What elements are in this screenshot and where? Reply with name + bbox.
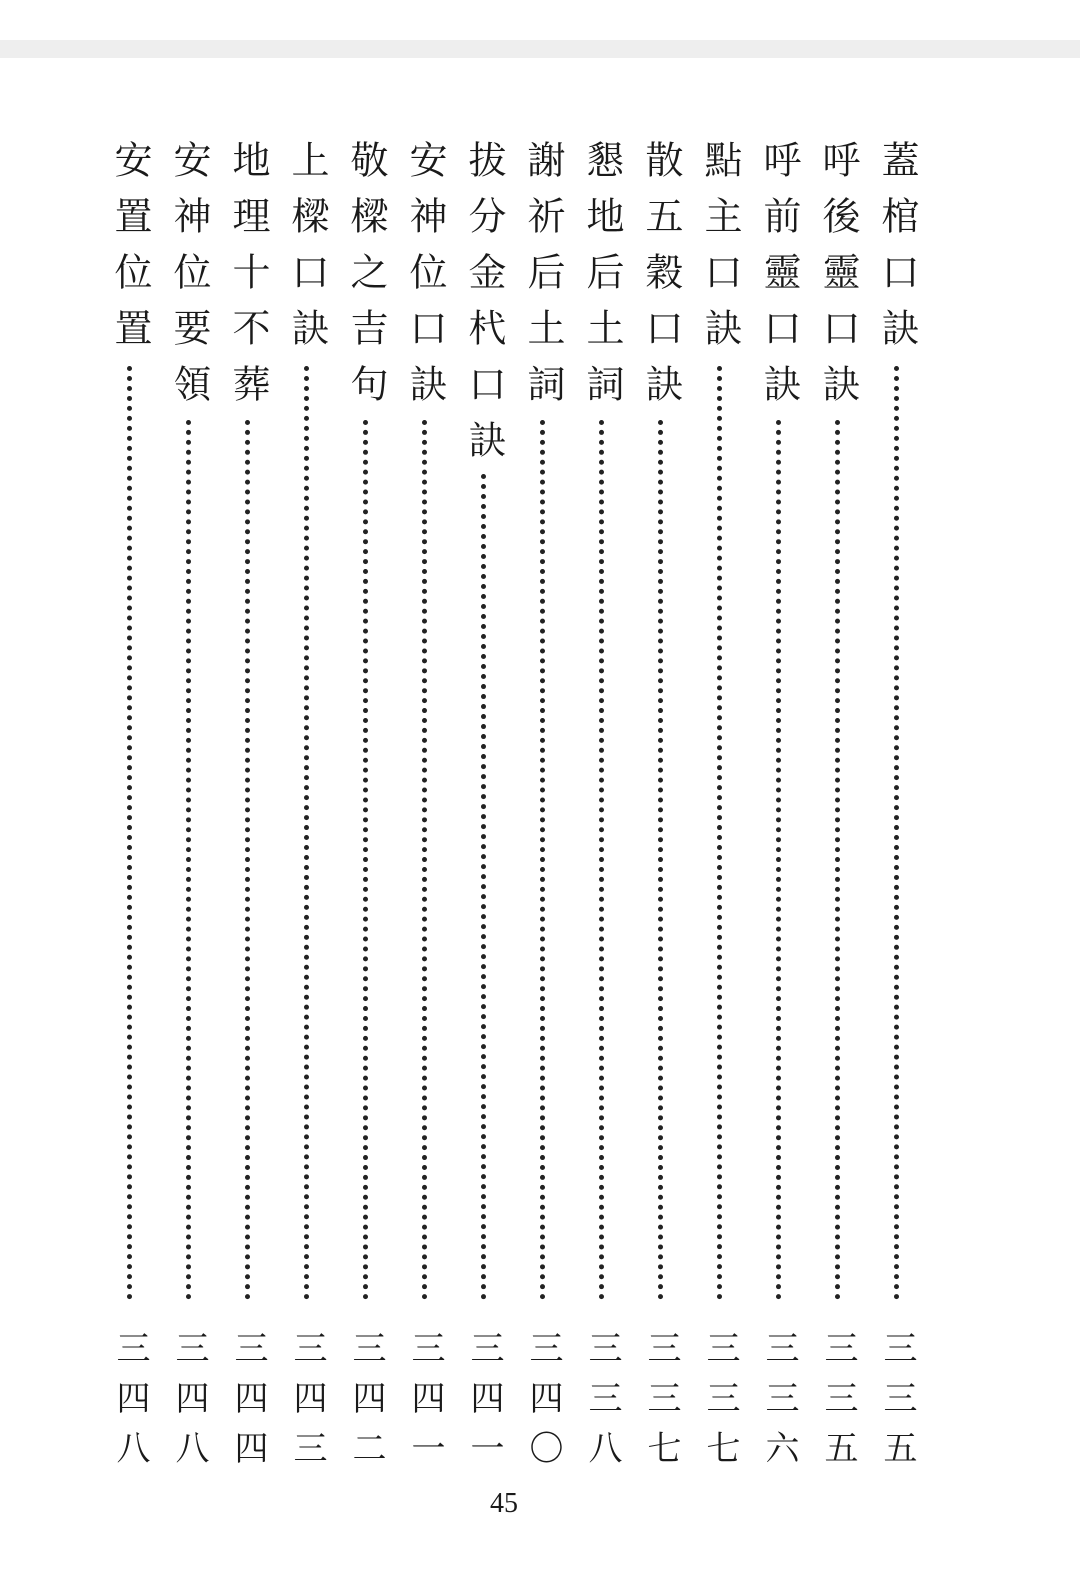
entry-page: 三四二 <box>346 1330 386 1480</box>
dot-leader <box>599 420 604 1300</box>
dot-leader <box>186 420 191 1300</box>
toc-entry <box>575 140 629 1500</box>
entry-title: 敬樑之吉句 <box>344 140 388 420</box>
entry-page: 三三七 <box>641 1330 681 1480</box>
dot-leader <box>894 366 899 1300</box>
table-of-contents <box>100 140 930 1500</box>
toc-entry <box>516 140 570 1500</box>
toc-entry <box>398 140 452 1500</box>
entry-page: 三三五 <box>818 1330 858 1480</box>
entry-page: 三四三 <box>287 1330 327 1480</box>
entry-page: 三四八 <box>169 1330 209 1480</box>
page-number: 45 <box>490 1488 518 1519</box>
toc-entry <box>870 140 924 1500</box>
toc-entry <box>457 140 511 1500</box>
entry-title: 安神位要領 <box>167 140 211 420</box>
toc-entry <box>752 140 806 1500</box>
entry-page: 三三八 <box>582 1330 622 1480</box>
entry-title: 散五穀口訣 <box>639 140 683 420</box>
entry-title: 蓋棺口訣 <box>875 140 919 364</box>
toc-entry <box>162 140 216 1500</box>
dot-leader <box>481 474 486 1300</box>
toc-entry <box>339 140 393 1500</box>
entry-page: 三四四 <box>228 1330 268 1480</box>
toc-entry <box>634 140 688 1500</box>
entry-page: 三三五 <box>877 1330 917 1480</box>
dot-leader <box>658 420 663 1300</box>
dot-leader <box>245 420 250 1300</box>
dot-leader <box>363 420 368 1300</box>
entry-title: 地理十不葬 <box>226 140 270 420</box>
entry-title: 上樑口訣 <box>285 140 329 364</box>
top-band <box>0 40 1080 58</box>
entry-title: 謝祈后土詞 <box>521 140 565 420</box>
dot-leader <box>304 366 309 1300</box>
toc-entry <box>693 140 747 1500</box>
toc-entry <box>280 140 334 1500</box>
entry-title: 懇地后土詞 <box>580 140 624 420</box>
entry-title: 安置位置 <box>108 140 152 364</box>
entry-title: 呼後靈口訣 <box>816 140 860 420</box>
dot-leader <box>422 420 427 1300</box>
dot-leader <box>717 366 722 1300</box>
dot-leader <box>835 420 840 1300</box>
entry-page: 三四一 <box>405 1330 445 1480</box>
entry-page: 三四一 <box>464 1330 504 1480</box>
entry-title: 安神位口訣 <box>403 140 447 420</box>
entry-page: 三三七 <box>700 1330 740 1480</box>
toc-entry <box>221 140 275 1500</box>
toc-entry <box>811 140 865 1500</box>
toc-entry <box>103 140 157 1500</box>
entry-title: 拔分金杙口訣 <box>462 140 506 476</box>
entry-page: 三四八 <box>110 1330 150 1480</box>
entry-title: 呼前靈口訣 <box>757 140 801 420</box>
entry-title: 點主口訣 <box>698 140 742 364</box>
entry-page: 三三六 <box>759 1330 799 1480</box>
dot-leader <box>776 420 781 1300</box>
entry-page: 三四〇 <box>523 1330 563 1480</box>
dot-leader <box>127 366 132 1300</box>
dot-leader <box>540 420 545 1300</box>
